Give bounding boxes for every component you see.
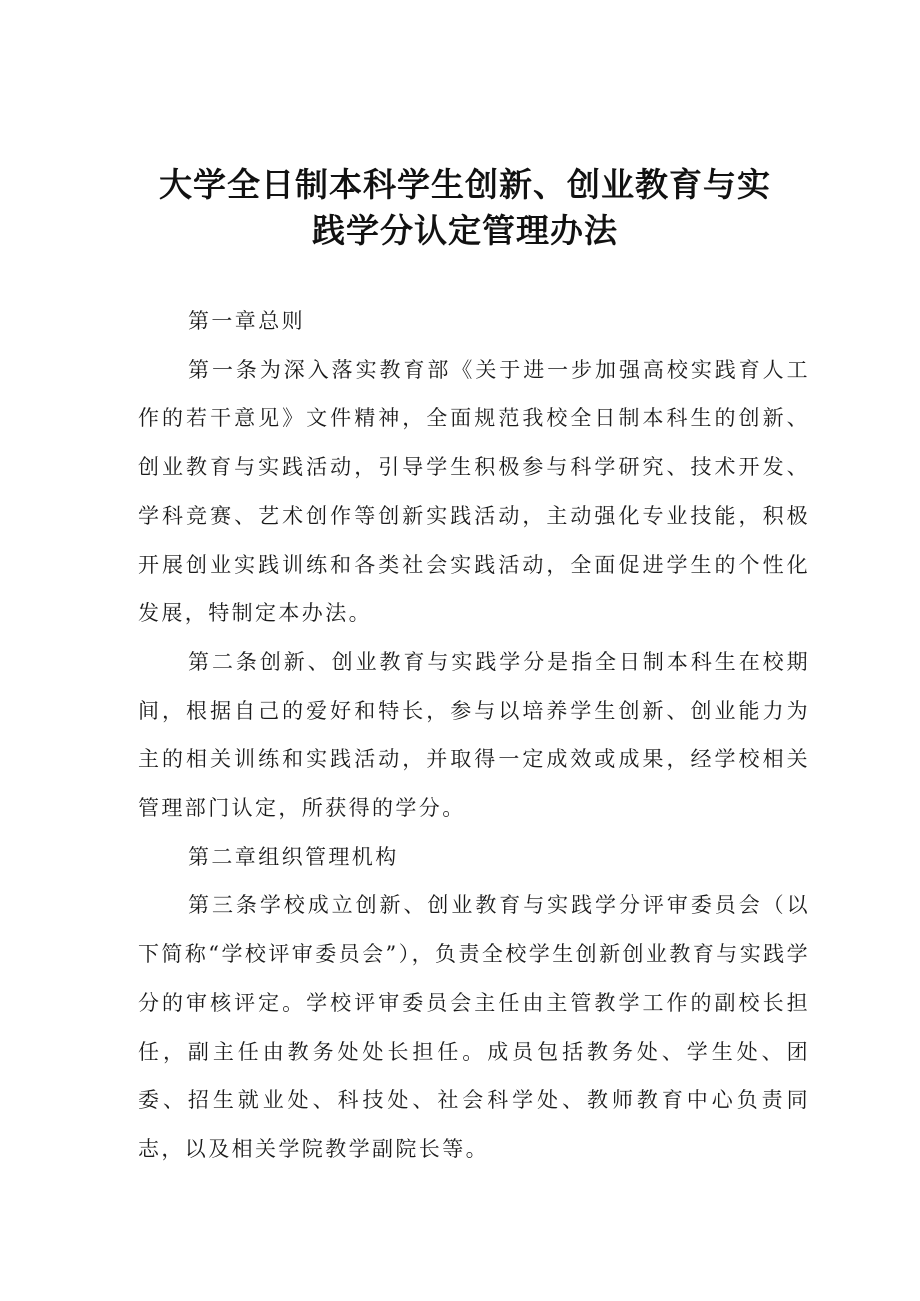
document-title-line-1: 大学全日制本科学生创新、创业教育与实	[159, 165, 771, 204]
article-3-paragraph: 第三条学校成立创新、创业教育与实践学分评审委员会（以下简称“学校评审委员会”），负责全校学生创新创业教育与实践学分的审核评定。学校评审委员会主任由主管教学工作的副校长担任，副主任由教务处处长担任。成员包括教务处、学生处、团委、招生就业处、科技处、社会科学处、教师教育中心负责同志，以及相关学院教学副院长等。	[138, 893, 810, 1161]
chapter-2-heading: 第二章组织管理机构	[188, 844, 399, 869]
document-body	[138, 297, 810, 1174]
document-title-line-2: 践学分认定管理办法	[312, 211, 618, 250]
article-1-paragraph: 第一条为深入落实教育部《关于进一步加强高校实践育人工作的若干意见》文件精神，全面规范我校全日制本科生的创新、创业教育与实践活动，引导学生积极参与科学研究、技术开发、学科竞赛、艺术创作等创新实践活动，主动强化专业技能，积极开展创业实践训练和各类社会实践活动，全面促进学生的个性化发展，特制定本办法。	[138, 357, 810, 626]
chapter-1-heading: 第一章总则	[188, 309, 305, 333]
article-2-paragraph: 第二条创新、创业教育与实践学分是指全日制本科生在校期间，根据自己的爱好和特长，参与以培养学生创新、创业能力为主的相关训练和实践活动，并取得一定成效或成果，经学校相关管理部门认定，所获得的学分。	[138, 649, 810, 821]
